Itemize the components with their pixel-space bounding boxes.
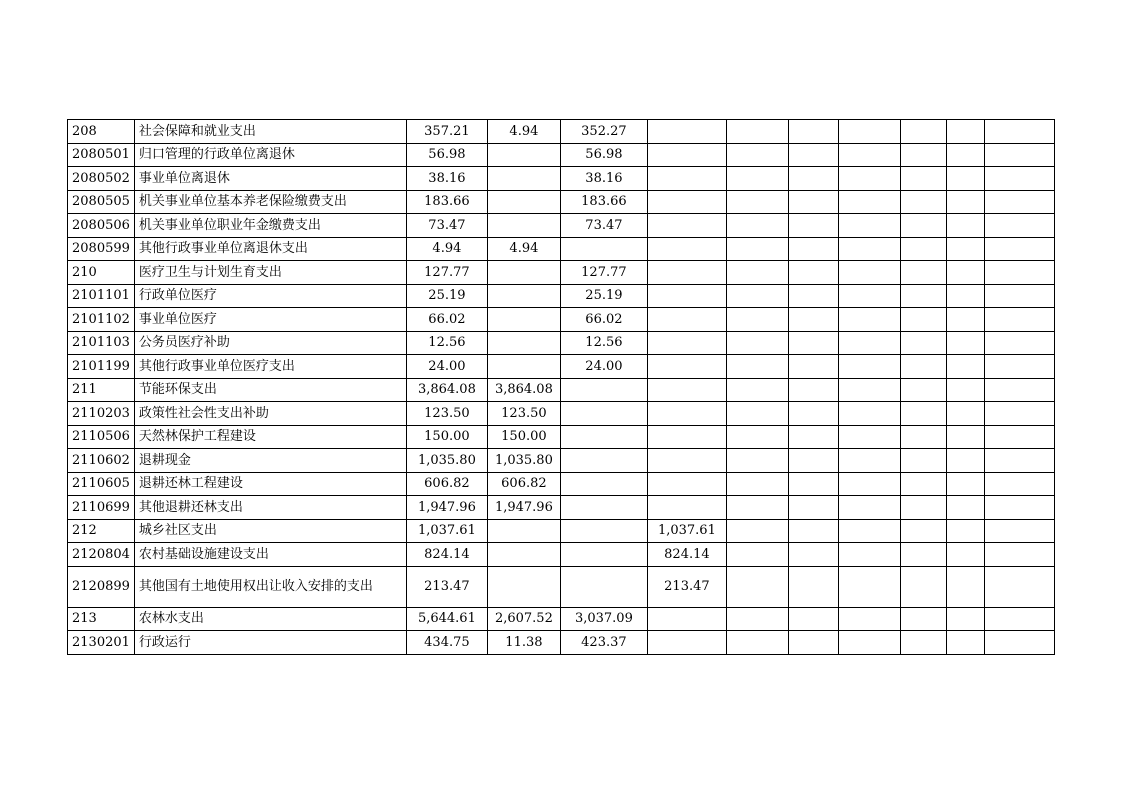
- cell-amount-b: 423.37: [560, 631, 647, 655]
- cell-empty: [984, 190, 1054, 214]
- cell-empty: [946, 496, 984, 520]
- cell-empty: [838, 425, 900, 449]
- cell-amount-c: [647, 425, 726, 449]
- cell-code: 2101101: [68, 284, 135, 308]
- cell-empty: [838, 607, 900, 631]
- cell-amount-a: 1,035.80: [487, 449, 560, 473]
- cell-empty: [838, 355, 900, 379]
- cell-total: 12.56: [406, 331, 487, 355]
- cell-amount-b: [560, 237, 647, 261]
- cell-empty: [726, 425, 788, 449]
- cell-amount-c: [647, 355, 726, 379]
- table-row: [68, 378, 1055, 402]
- cell-total: 5,644.61: [406, 607, 487, 631]
- cell-amount-a: 3,864.08: [487, 378, 560, 402]
- cell-empty: [726, 378, 788, 402]
- cell-name: 农林水支出: [134, 607, 406, 631]
- cell-empty: [788, 519, 838, 543]
- cell-amount-c: 1,037.61: [647, 519, 726, 543]
- cell-empty: [788, 607, 838, 631]
- cell-empty: [726, 472, 788, 496]
- cell-empty: [900, 355, 946, 379]
- cell-empty: [788, 167, 838, 191]
- cell-empty: [838, 143, 900, 167]
- table-row: [68, 143, 1055, 167]
- cell-empty: [946, 237, 984, 261]
- cell-empty: [900, 190, 946, 214]
- budget-expenditure-table: [67, 119, 1055, 655]
- cell-empty: [838, 308, 900, 332]
- cell-code: 2101199: [68, 355, 135, 379]
- cell-empty: [900, 519, 946, 543]
- cell-empty: [946, 261, 984, 285]
- table-row: [68, 631, 1055, 655]
- cell-empty: [788, 331, 838, 355]
- cell-code: 2110506: [68, 425, 135, 449]
- cell-empty: [838, 543, 900, 567]
- cell-empty: [726, 496, 788, 520]
- cell-empty: [984, 425, 1054, 449]
- cell-amount-c: [647, 402, 726, 426]
- cell-amount-c: [647, 607, 726, 631]
- cell-amount-b: 56.98: [560, 143, 647, 167]
- cell-empty: [788, 120, 838, 144]
- cell-amount-a: [487, 308, 560, 332]
- cell-amount-b: [560, 425, 647, 449]
- cell-empty: [984, 120, 1054, 144]
- cell-empty: [946, 284, 984, 308]
- table-row: [68, 308, 1055, 332]
- cell-total: 123.50: [406, 402, 487, 426]
- cell-name: 社会保障和就业支出: [134, 120, 406, 144]
- table-row: [68, 331, 1055, 355]
- cell-amount-b: [560, 519, 647, 543]
- cell-empty: [946, 449, 984, 473]
- table-row: [68, 472, 1055, 496]
- cell-empty: [726, 631, 788, 655]
- cell-empty: [838, 378, 900, 402]
- cell-amount-a: 123.50: [487, 402, 560, 426]
- cell-amount-b: 25.19: [560, 284, 647, 308]
- cell-amount-b: 73.47: [560, 214, 647, 238]
- cell-amount-a: 4.94: [487, 120, 560, 144]
- cell-empty: [726, 190, 788, 214]
- cell-name: 退耕现金: [134, 449, 406, 473]
- cell-empty: [946, 143, 984, 167]
- cell-empty: [900, 378, 946, 402]
- cell-total: 66.02: [406, 308, 487, 332]
- cell-empty: [838, 472, 900, 496]
- table-row: [68, 214, 1055, 238]
- table-body: [68, 120, 1055, 655]
- cell-empty: [946, 425, 984, 449]
- table-row: [68, 607, 1055, 631]
- cell-empty: [946, 190, 984, 214]
- cell-name: 其他国有土地使用权出让收入安排的支出: [134, 566, 406, 607]
- cell-total: 25.19: [406, 284, 487, 308]
- cell-empty: [900, 425, 946, 449]
- cell-total: 1,947.96: [406, 496, 487, 520]
- cell-amount-a: 150.00: [487, 425, 560, 449]
- cell-total: 56.98: [406, 143, 487, 167]
- cell-empty: [788, 496, 838, 520]
- cell-name: 事业单位医疗: [134, 308, 406, 332]
- cell-code: 2110203: [68, 402, 135, 426]
- cell-empty: [900, 331, 946, 355]
- cell-empty: [900, 214, 946, 238]
- cell-amount-b: [560, 543, 647, 567]
- table-row: [68, 543, 1055, 567]
- cell-empty: [946, 519, 984, 543]
- cell-empty: [788, 190, 838, 214]
- cell-amount-c: [647, 190, 726, 214]
- cell-empty: [946, 543, 984, 567]
- cell-empty: [900, 143, 946, 167]
- cell-name: 事业单位离退休: [134, 167, 406, 191]
- cell-name: 退耕还林工程建设: [134, 472, 406, 496]
- cell-empty: [984, 631, 1054, 655]
- cell-total: 1,035.80: [406, 449, 487, 473]
- cell-empty: [726, 143, 788, 167]
- cell-empty: [900, 120, 946, 144]
- cell-code: 212: [68, 519, 135, 543]
- cell-empty: [946, 331, 984, 355]
- cell-code: 2080501: [68, 143, 135, 167]
- cell-empty: [788, 378, 838, 402]
- cell-empty: [946, 472, 984, 496]
- cell-amount-b: [560, 449, 647, 473]
- cell-total: 183.66: [406, 190, 487, 214]
- cell-empty: [726, 237, 788, 261]
- cell-name: 政策性社会性支出补助: [134, 402, 406, 426]
- cell-empty: [726, 308, 788, 332]
- cell-empty: [838, 449, 900, 473]
- table-row: [68, 566, 1055, 607]
- cell-name: 公务员医疗补助: [134, 331, 406, 355]
- table-row: [68, 519, 1055, 543]
- cell-name: 行政运行: [134, 631, 406, 655]
- cell-empty: [900, 607, 946, 631]
- cell-name: 其他行政事业单位离退休支出: [134, 237, 406, 261]
- cell-code: 2130201: [68, 631, 135, 655]
- cell-amount-c: [647, 143, 726, 167]
- cell-empty: [984, 214, 1054, 238]
- cell-empty: [946, 607, 984, 631]
- cell-empty: [900, 449, 946, 473]
- cell-empty: [984, 496, 1054, 520]
- cell-amount-b: [560, 472, 647, 496]
- cell-amount-c: 824.14: [647, 543, 726, 567]
- cell-empty: [984, 519, 1054, 543]
- cell-name: 农村基础设施建设支出: [134, 543, 406, 567]
- cell-amount-c: [647, 496, 726, 520]
- cell-amount-c: [647, 472, 726, 496]
- cell-amount-a: [487, 261, 560, 285]
- cell-empty: [984, 402, 1054, 426]
- cell-code: 2110699: [68, 496, 135, 520]
- cell-amount-c: 213.47: [647, 566, 726, 607]
- cell-amount-a: [487, 355, 560, 379]
- cell-empty: [946, 566, 984, 607]
- cell-empty: [726, 519, 788, 543]
- cell-empty: [788, 237, 838, 261]
- cell-code: 2110602: [68, 449, 135, 473]
- cell-empty: [984, 566, 1054, 607]
- cell-code: 2080599: [68, 237, 135, 261]
- cell-empty: [838, 631, 900, 655]
- cell-amount-c: [647, 308, 726, 332]
- cell-empty: [788, 261, 838, 285]
- cell-name: 机关事业单位基本养老保险缴费支出: [134, 190, 406, 214]
- cell-empty: [726, 543, 788, 567]
- cell-empty: [900, 261, 946, 285]
- cell-amount-b: 352.27: [560, 120, 647, 144]
- cell-amount-c: [647, 378, 726, 402]
- cell-empty: [984, 472, 1054, 496]
- cell-amount-a: [487, 284, 560, 308]
- cell-name: 医疗卫生与计划生育支出: [134, 261, 406, 285]
- cell-name: 天然林保护工程建设: [134, 425, 406, 449]
- cell-amount-b: 127.77: [560, 261, 647, 285]
- cell-empty: [946, 214, 984, 238]
- cell-amount-b: 183.66: [560, 190, 647, 214]
- table-row: [68, 237, 1055, 261]
- cell-total: 127.77: [406, 261, 487, 285]
- cell-empty: [984, 331, 1054, 355]
- cell-amount-b: [560, 566, 647, 607]
- cell-empty: [946, 120, 984, 144]
- cell-amount-a: [487, 190, 560, 214]
- cell-amount-c: [647, 284, 726, 308]
- table-row: [68, 120, 1055, 144]
- cell-empty: [788, 214, 838, 238]
- cell-empty: [838, 237, 900, 261]
- cell-amount-a: 4.94: [487, 237, 560, 261]
- cell-empty: [900, 308, 946, 332]
- cell-empty: [900, 496, 946, 520]
- cell-empty: [726, 449, 788, 473]
- cell-total: 3,864.08: [406, 378, 487, 402]
- cell-code: 2080505: [68, 190, 135, 214]
- cell-amount-a: 1,947.96: [487, 496, 560, 520]
- cell-empty: [788, 308, 838, 332]
- cell-name: 机关事业单位职业年金缴费支出: [134, 214, 406, 238]
- cell-empty: [726, 331, 788, 355]
- cell-amount-c: [647, 631, 726, 655]
- cell-empty: [838, 331, 900, 355]
- cell-amount-a: 11.38: [487, 631, 560, 655]
- cell-name: 归口管理的行政单位离退休: [134, 143, 406, 167]
- cell-empty: [788, 402, 838, 426]
- cell-amount-b: 66.02: [560, 308, 647, 332]
- cell-amount-a: [487, 543, 560, 567]
- cell-empty: [788, 284, 838, 308]
- cell-amount-c: [647, 237, 726, 261]
- cell-empty: [788, 543, 838, 567]
- cell-name: 节能环保支出: [134, 378, 406, 402]
- cell-empty: [900, 237, 946, 261]
- cell-empty: [726, 402, 788, 426]
- cell-name: 其他退耕还林支出: [134, 496, 406, 520]
- cell-empty: [726, 284, 788, 308]
- cell-empty: [946, 167, 984, 191]
- cell-empty: [726, 167, 788, 191]
- cell-empty: [838, 496, 900, 520]
- cell-empty: [838, 566, 900, 607]
- cell-empty: [984, 607, 1054, 631]
- cell-amount-a: 2,607.52: [487, 607, 560, 631]
- cell-empty: [900, 631, 946, 655]
- cell-empty: [984, 143, 1054, 167]
- cell-empty: [838, 402, 900, 426]
- cell-empty: [900, 566, 946, 607]
- cell-empty: [838, 167, 900, 191]
- cell-code: 2101103: [68, 331, 135, 355]
- cell-empty: [726, 214, 788, 238]
- table-row: [68, 402, 1055, 426]
- cell-total: 213.47: [406, 566, 487, 607]
- cell-empty: [788, 631, 838, 655]
- table-row: [68, 284, 1055, 308]
- cell-name: 其他行政事业单位医疗支出: [134, 355, 406, 379]
- cell-total: 1,037.61: [406, 519, 487, 543]
- cell-empty: [838, 120, 900, 144]
- cell-code: 211: [68, 378, 135, 402]
- cell-code: 2120804: [68, 543, 135, 567]
- cell-code: 2110605: [68, 472, 135, 496]
- cell-amount-b: [560, 402, 647, 426]
- cell-empty: [788, 143, 838, 167]
- cell-amount-b: [560, 378, 647, 402]
- cell-empty: [726, 120, 788, 144]
- cell-empty: [838, 214, 900, 238]
- cell-total: 434.75: [406, 631, 487, 655]
- cell-empty: [838, 261, 900, 285]
- cell-amount-b: 3,037.09: [560, 607, 647, 631]
- cell-empty: [900, 472, 946, 496]
- cell-code: 213: [68, 607, 135, 631]
- cell-code: 2080506: [68, 214, 135, 238]
- cell-empty: [984, 237, 1054, 261]
- cell-empty: [946, 631, 984, 655]
- cell-empty: [946, 355, 984, 379]
- cell-amount-b: 12.56: [560, 331, 647, 355]
- cell-code: 2101102: [68, 308, 135, 332]
- cell-total: 606.82: [406, 472, 487, 496]
- cell-empty: [900, 402, 946, 426]
- cell-amount-b: 38.16: [560, 167, 647, 191]
- cell-amount-c: [647, 120, 726, 144]
- cell-empty: [838, 190, 900, 214]
- cell-amount-b: [560, 496, 647, 520]
- cell-empty: [984, 543, 1054, 567]
- cell-amount-a: 606.82: [487, 472, 560, 496]
- table-row: [68, 449, 1055, 473]
- cell-empty: [900, 167, 946, 191]
- table-row: [68, 355, 1055, 379]
- table-row: [68, 425, 1055, 449]
- cell-total: 150.00: [406, 425, 487, 449]
- cell-amount-a: [487, 331, 560, 355]
- cell-amount-a: [487, 143, 560, 167]
- cell-amount-a: [487, 167, 560, 191]
- cell-empty: [984, 261, 1054, 285]
- cell-empty: [984, 167, 1054, 191]
- table-row: [68, 190, 1055, 214]
- cell-code: 2080502: [68, 167, 135, 191]
- table-row: [68, 496, 1055, 520]
- cell-name: 行政单位医疗: [134, 284, 406, 308]
- cell-empty: [788, 566, 838, 607]
- cell-empty: [946, 402, 984, 426]
- cell-empty: [788, 355, 838, 379]
- cell-empty: [946, 308, 984, 332]
- cell-empty: [726, 355, 788, 379]
- cell-code: 208: [68, 120, 135, 144]
- cell-total: 73.47: [406, 214, 487, 238]
- cell-empty: [984, 355, 1054, 379]
- table-row: [68, 167, 1055, 191]
- cell-amount-c: [647, 449, 726, 473]
- cell-empty: [726, 261, 788, 285]
- cell-total: 24.00: [406, 355, 487, 379]
- cell-code: 210: [68, 261, 135, 285]
- cell-name: 城乡社区支出: [134, 519, 406, 543]
- cell-empty: [838, 519, 900, 543]
- cell-empty: [900, 284, 946, 308]
- cell-empty: [946, 378, 984, 402]
- cell-total: 824.14: [406, 543, 487, 567]
- cell-amount-c: [647, 261, 726, 285]
- cell-amount-c: [647, 331, 726, 355]
- cell-total: 4.94: [406, 237, 487, 261]
- cell-amount-c: [647, 167, 726, 191]
- cell-empty: [726, 566, 788, 607]
- cell-empty: [788, 449, 838, 473]
- cell-empty: [984, 449, 1054, 473]
- cell-empty: [838, 284, 900, 308]
- table-row: [68, 261, 1055, 285]
- cell-empty: [900, 543, 946, 567]
- cell-empty: [984, 378, 1054, 402]
- cell-amount-a: [487, 519, 560, 543]
- cell-amount-b: 24.00: [560, 355, 647, 379]
- cell-empty: [984, 308, 1054, 332]
- cell-code: 2120899: [68, 566, 135, 607]
- cell-amount-a: [487, 214, 560, 238]
- cell-amount-a: [487, 566, 560, 607]
- cell-total: 357.21: [406, 120, 487, 144]
- cell-total: 38.16: [406, 167, 487, 191]
- cell-empty: [788, 472, 838, 496]
- cell-empty: [726, 607, 788, 631]
- cell-amount-c: [647, 214, 726, 238]
- cell-empty: [788, 425, 838, 449]
- cell-empty: [984, 284, 1054, 308]
